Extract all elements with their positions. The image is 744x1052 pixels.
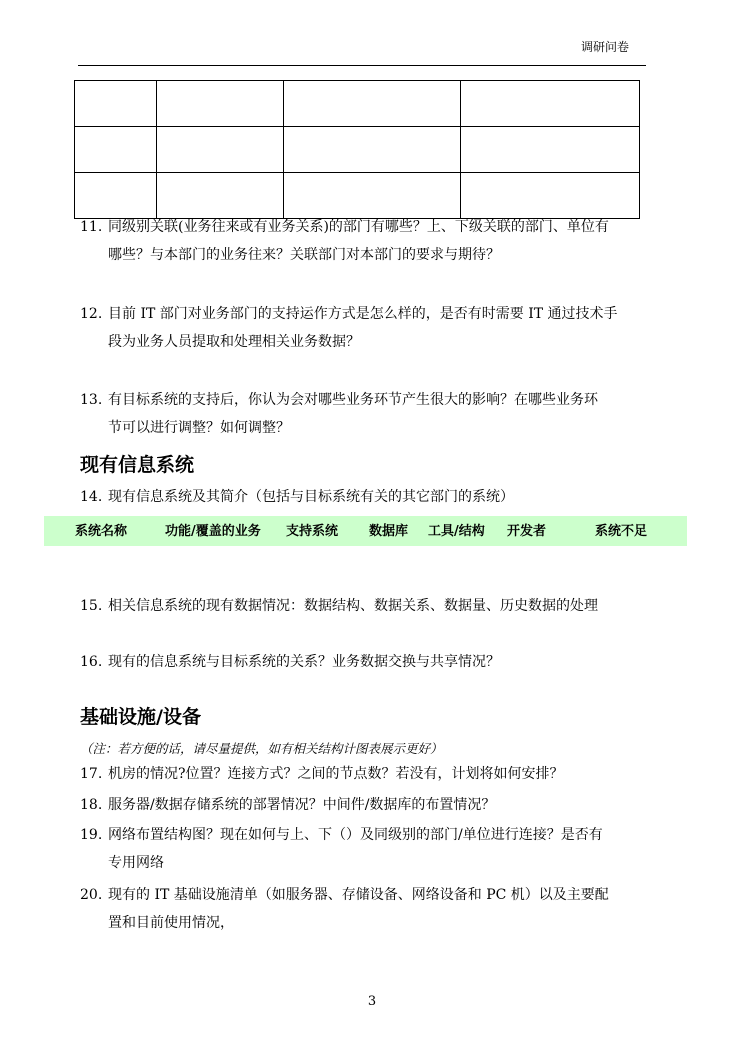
question-line: 目前 IT 部门对业务部门的支持运作方式是怎么样的，是否有时需要 IT 通过技术手	[108, 306, 618, 322]
table-cell[interactable]	[75, 81, 157, 127]
table-cell[interactable]	[283, 173, 461, 219]
question-line: 专用网络	[108, 855, 164, 871]
section-heading-infrastructure: 基础设施/设备	[80, 706, 201, 728]
table-cell[interactable]	[283, 81, 461, 127]
question-line: 哪些？与本部门的业务往来？关联部门对本部门的要求与期待？	[108, 247, 500, 263]
question-number: 15.	[80, 598, 103, 614]
question-number: 19.	[80, 827, 103, 843]
question-18	[80, 795, 660, 815]
question-17	[80, 764, 660, 784]
question-line: 服务器/数据存储系统的部署情况？中间件/数据库的布置情况？	[108, 797, 496, 813]
infra-note: （注：若方便的话，请尽量提供，如有相关结构计图表展示更好）	[80, 741, 443, 756]
table-row	[75, 81, 640, 127]
table-cell[interactable]	[75, 127, 157, 173]
question-line: 节可以进行调整？如何调整？	[108, 420, 290, 436]
question-13	[80, 390, 660, 438]
question-line: 网络布置结构图？现在如何与上、下（）及同级别的部门/单位进行连接？是否有	[108, 827, 603, 843]
blank-table	[74, 80, 640, 219]
question-line: 段为业务人员提取和处理相关业务数据？	[108, 334, 360, 350]
table-cell[interactable]	[461, 81, 640, 127]
table-cell[interactable]	[156, 81, 283, 127]
question-line: 置和目前使用情况，	[108, 915, 234, 931]
question-16	[80, 652, 660, 672]
header-rule	[78, 65, 646, 66]
header-title: 调研问卷	[580, 40, 629, 54]
table-cell[interactable]	[461, 127, 640, 173]
table-row	[75, 173, 640, 219]
table-cell[interactable]	[156, 127, 283, 173]
question-line: 现有的信息系统与目标系统的关系？业务数据交换与共享情况？	[108, 654, 500, 670]
question-number: 18.	[80, 797, 103, 813]
table-cell[interactable]	[75, 173, 157, 219]
table-cell[interactable]	[461, 173, 640, 219]
question-number: 20.	[80, 887, 103, 903]
question-line: 机房的情况?位置？连接方式？之间的节点数？若没有，计划将如何安排？	[108, 766, 564, 782]
table-row	[75, 127, 640, 173]
section-heading-existing-systems: 现有信息系统	[80, 454, 195, 476]
question-line: 相关信息系统的现有数据情况：数据结构、数据关系、数据量、历史数据的处理	[108, 598, 598, 614]
question-number: 12.	[80, 306, 103, 322]
question-11	[80, 217, 660, 265]
question-12	[80, 304, 660, 352]
question-15	[80, 596, 660, 616]
question-19	[80, 825, 660, 873]
question-line: 同级别关联(业务往来或有业务关系)的部门有哪些？上、下级关联的部门、单位有	[108, 219, 609, 235]
page-number: 3	[367, 994, 377, 1009]
column-header: 开发者	[507, 524, 547, 539]
question-number: 17.	[80, 766, 103, 782]
question-line: 现有信息系统及其简介（包括与目标系统有关的其它部门的系统）	[108, 489, 514, 505]
column-header: 支持系统	[286, 524, 339, 539]
table-cell[interactable]	[283, 127, 461, 173]
column-header: 数据库	[369, 524, 409, 539]
column-header: 系统名称	[75, 524, 128, 539]
question-20	[80, 885, 660, 933]
system-table-header	[44, 516, 687, 546]
column-header: 功能/覆盖的业务	[165, 524, 261, 539]
column-header: 工具/结构	[428, 524, 485, 539]
question-number: 13.	[80, 392, 103, 408]
table-cell[interactable]	[156, 173, 283, 219]
question-number: 16.	[80, 654, 103, 670]
question-number: 14.	[80, 489, 103, 505]
question-line: 现有的 IT 基础设施清单（如服务器、存储设备、网络设备和 PC 机）以及主要配	[108, 887, 609, 903]
question-line: 有目标系统的支持后，你认为会对哪些业务环节产生很大的影响？在哪些业务环	[108, 392, 598, 408]
question-number: 11.	[80, 219, 103, 235]
column-header: 系统不足	[595, 524, 648, 539]
question-14	[80, 487, 660, 507]
